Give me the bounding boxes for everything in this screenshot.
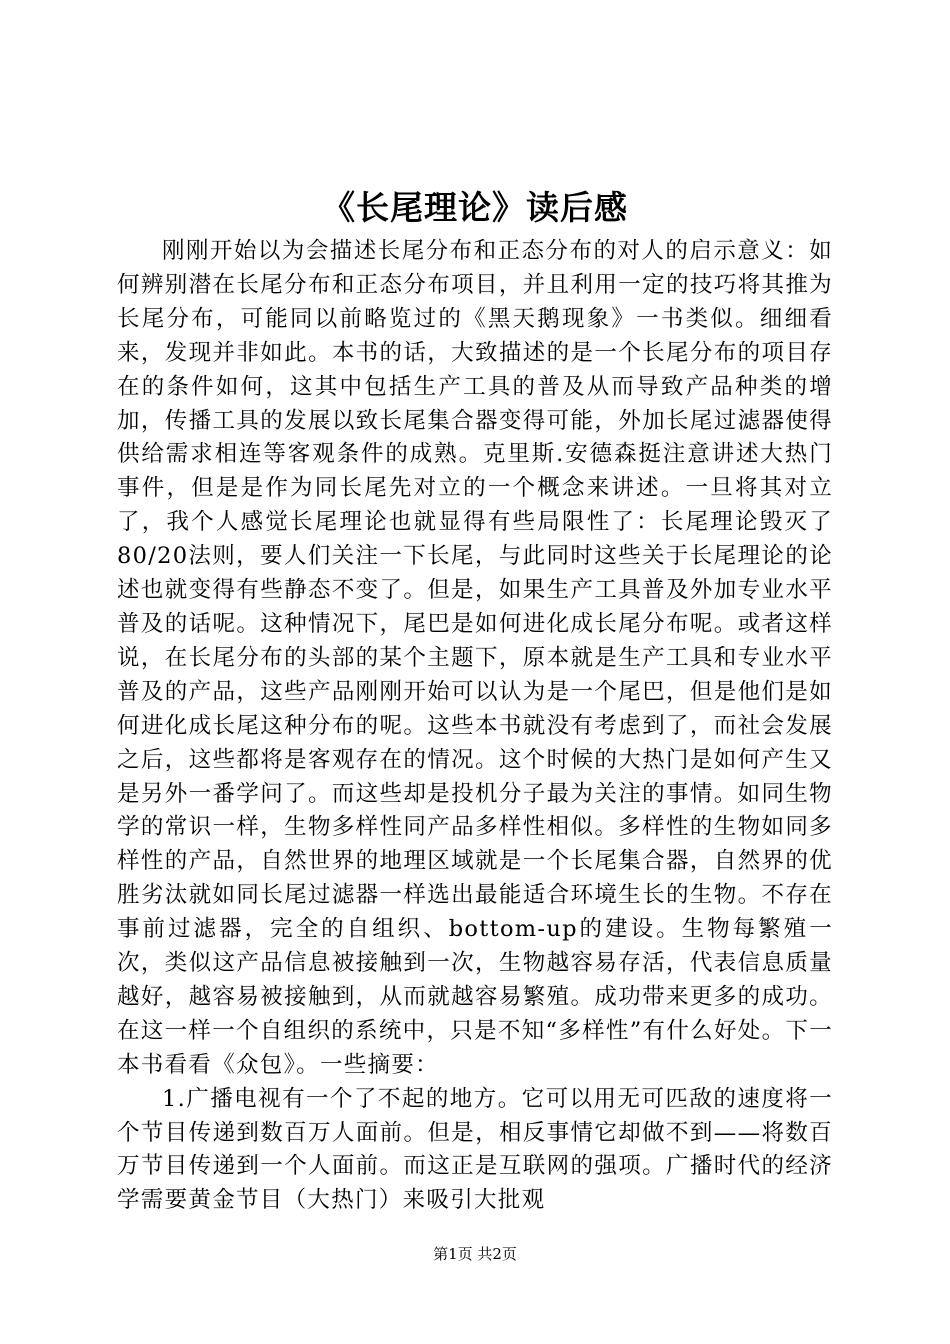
document-body bbox=[117, 235, 833, 1218]
document-title: 《长尾理论》读后感 bbox=[322, 188, 628, 227]
page-footer: 第1页 共2页 bbox=[433, 1245, 517, 1263]
body-paragraph: 刚刚开始以为会描述长尾分布和正态分布的对人的启示意义：如何辨别潜在长尾分布和正态分布项目，并且利用一定的技巧将其推为长尾分布，可能同以前略览过的《黑天鹅现象》一书类似。细细看来，发现并非如此。本书的话，大致描述的是一个长尾分布的项目存在的条件如何，这其中包括生产工具的普及从而导致产品种类的增加，传播工具的发展以致长尾集合器变得可能，外加长尾过滤器使得供给需求相连等客观条件的成熟。克里斯.安德森挺注意讲述大热门事件，但是是作为同长尾先对立的一个概念来讲述。一旦将其对立了，我个人感觉长尾理论也就显得有些局限性了：长尾理论毁灭了80/20法则，要人们关注一下长尾，与此同时这些关于长尾理论的论述也就变得有些静态不变了。但是，如果生产工具普及外加专业水平普及的话呢。这种情况下，尾巴是如何进化成长尾分布呢。或者这样说，在长尾分布的头部的某个主题下，原本就是生产工具和专业水平普及的产品，这些产品刚刚开始可以认为是一个尾巴，但是他们是如何进化成长尾这种分布的呢。这些本书就没有考虑到了，而社会发展之后，这些都将是客观存在的情况。这个时候的大热门是如何产生又是另外一番学问了。而这些却是投机分子最为关注的事情。如同生物学的常识一样，生物多样性同产品多样性相似。多样性的生物如同多样性的产品，自然世界的地理区域就是一个长尾集合器，自然界的优胜劣汰就如同长尾过滤器一样选出最能适合环境生长的生物。不存在事前过滤器，完全的自组织、bottom-up的建设。生物每繁殖一次，类似这产品信息被接触到一次，生物越容易存活，代表信息质量越好，越容易被接触到，从而就越容易繁殖。成功带来更多的成功。在这一样一个自组织的系统中，只是不知“多样性”有什么好处。下一本书看看《众包》。一些摘要： bbox=[117, 238, 833, 1078]
body-paragraph: 1.广播电视有一个了不起的地方。它可以用无可匹敌的速度将一个节目传递到数百万人面前。但是，相反事情它却做不到——将数百万节目传递到一个人面前。而这正是互联网的强项。广播时代的经济学需要黄金节目（大热门）来吸引大批观 bbox=[117, 1085, 833, 1214]
